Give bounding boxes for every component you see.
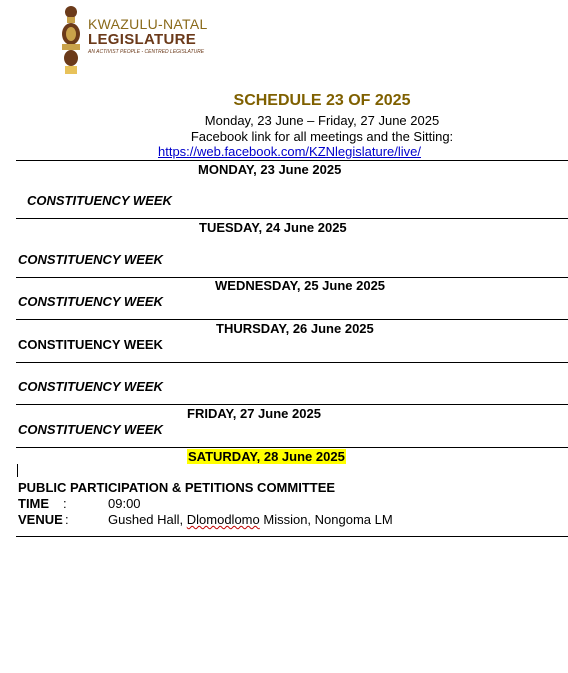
text-cursor bbox=[17, 464, 18, 477]
schedule-dates: Monday, 23 June – Friday, 27 June 2025 bbox=[204, 113, 440, 128]
facebook-note: Facebook link for all meetings and the Sitting: bbox=[190, 129, 454, 144]
divider bbox=[16, 160, 568, 161]
venue-part-1: Gushed Hall, bbox=[108, 512, 187, 527]
day-heading-friday: FRIDAY, 27 June 2025 bbox=[187, 406, 321, 421]
logo-line-2: LEGISLATURE bbox=[88, 31, 197, 48]
venue-misspelled-word: Dlomodlomo bbox=[186, 512, 260, 527]
highlighted-date: SATURDAY, 28 June 2025 bbox=[188, 449, 345, 464]
divider bbox=[16, 404, 568, 405]
facebook-live-link[interactable]: https://web.facebook.com/KZNlegislature/live/ bbox=[158, 144, 422, 159]
venue-value bbox=[108, 512, 393, 527]
divider bbox=[16, 218, 568, 219]
day-heading-thursday: THURSDAY, 26 June 2025 bbox=[216, 321, 374, 336]
divider bbox=[16, 536, 568, 537]
thursday-entry-2: CONSTITUENCY WEEK bbox=[18, 379, 163, 394]
time-value: 09:00 bbox=[108, 496, 141, 511]
divider bbox=[16, 447, 568, 448]
thursday-entry-1: CONSTITUENCY WEEK bbox=[18, 337, 163, 352]
logo-tagline: AN ACTIVIST PEOPLE - CENTRED LEGISLATURE bbox=[88, 49, 205, 55]
day-heading-tuesday: TUESDAY, 24 June 2025 bbox=[199, 220, 347, 235]
venue-part-2: Mission, Nongoma LM bbox=[259, 512, 393, 527]
day-heading-saturday bbox=[187, 449, 346, 464]
wednesday-entry: CONSTITUENCY WEEK bbox=[18, 294, 163, 309]
legislature-logo bbox=[56, 4, 206, 78]
time-separator: : bbox=[63, 496, 67, 511]
tuesday-entry: CONSTITUENCY WEEK bbox=[18, 252, 163, 267]
committee-name: PUBLIC PARTICIPATION & PETITIONS COMMITTEE bbox=[18, 480, 336, 495]
day-heading-monday: MONDAY, 23 June 2025 bbox=[198, 162, 342, 177]
venue-separator: : bbox=[65, 512, 69, 527]
day-heading-wednesday: WEDNESDAY, 25 June 2025 bbox=[215, 278, 386, 293]
divider bbox=[16, 319, 568, 320]
monday-entry: CONSTITUENCY WEEK bbox=[27, 193, 172, 208]
logo-line-1: KWAZULU-NATAL bbox=[88, 16, 208, 32]
friday-entry: CONSTITUENCY WEEK bbox=[18, 422, 163, 437]
schedule-title: SCHEDULE 23 OF 2025 bbox=[233, 92, 411, 109]
coat-of-arms-icon bbox=[56, 4, 86, 78]
time-label: TIME bbox=[18, 496, 50, 511]
venue-label: VENUE bbox=[18, 512, 63, 527]
divider bbox=[16, 362, 568, 363]
